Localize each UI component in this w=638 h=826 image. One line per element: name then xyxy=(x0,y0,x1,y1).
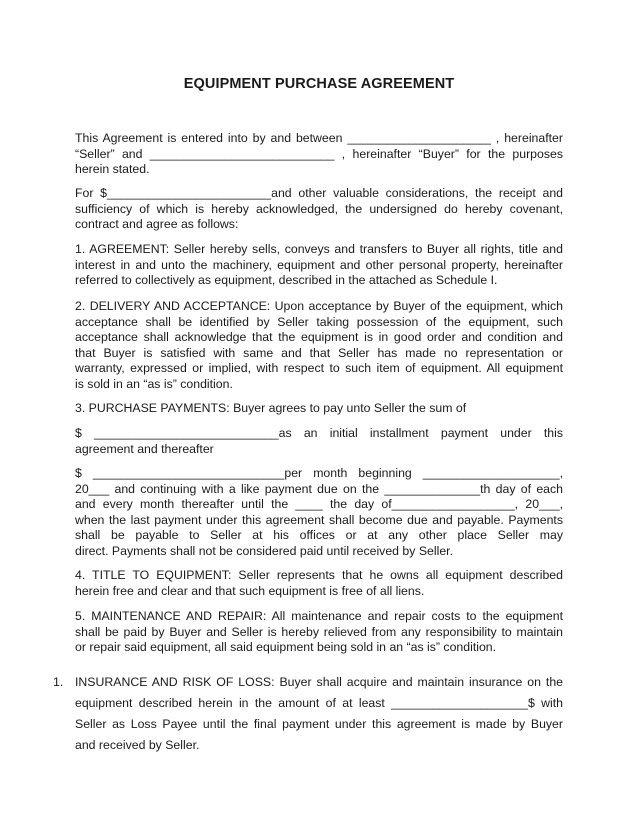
text-line: agreement and thereafter xyxy=(75,441,214,456)
text-line: sufficiency of which is hereby acknowledged, the undersigned do hereby covenant, xyxy=(75,201,563,216)
text-line: Seller as Loss Payee until the final payment under this agreement is made by Buyer xyxy=(75,717,563,731)
text-line: interest in and unto the machinery, equipment and other personal property, hereinafter xyxy=(75,257,563,272)
text-line: 20___ and continuing with a like payment due on the ______________th day of each xyxy=(75,481,563,496)
text-line: “Seller” and ___________________________ , hereinafter “Buyer” for the purposes xyxy=(75,146,563,161)
text-line: $ ___________________________as an initial installment payment under this xyxy=(75,426,563,440)
text-line: direct. Payments shall not be considered paid until received by Seller. xyxy=(75,543,453,558)
text-line: INSURANCE AND RISK OF LOSS: Buyer shall acquire and maintain insurance on the xyxy=(75,675,563,689)
text-line: or repair said equipment, all said equipment being sold in an “as is” condition. xyxy=(75,640,497,655)
text-line: that Buyer is satisfied with same and that Seller has made no representation or xyxy=(75,345,563,360)
intro-paragraph xyxy=(75,131,563,178)
monthly-payment-paragraph xyxy=(75,466,563,560)
section-maintenance-repair xyxy=(75,609,563,656)
text-line: shall be paid by Buyer and Seller is hereby relieved from any responsibility to maintain xyxy=(75,624,563,639)
text-line: acceptance shall acknowledge that the equipment is in good order and condition and xyxy=(75,330,563,345)
text-line: and every month thereafter until the ____ the day of__________________, 20___, xyxy=(75,497,563,512)
text-line: 4. TITLE TO EQUIPMENT: Seller represents that he owns all equipment described xyxy=(75,568,563,582)
text-line: 2. DELIVERY AND ACCEPTANCE: Upon acceptance by Buyer of the equipment, which xyxy=(75,299,563,313)
text-line: shall be payable to Seller at his offices or at any other place Seller may xyxy=(75,528,563,543)
text-line: 5. MAINTENANCE AND REPAIR: All maintenance and repair costs to the equipment xyxy=(75,609,563,623)
section-purchase-payments xyxy=(75,401,563,417)
text-line: acceptance shall be identified by Seller taking possession of the equipment, such xyxy=(75,314,563,329)
document-title: EQUIPMENT PURCHASE AGREEMENT xyxy=(183,76,455,92)
section-insurance-risk xyxy=(75,672,563,756)
text-line: is sold in an “as is” condition. xyxy=(75,376,233,391)
text-line: 1. AGREEMENT: Seller hereby sells, conveys and transfers to Buyer all rights, title and xyxy=(75,242,563,256)
text-line: 3. PURCHASE PAYMENTS: Buyer agrees to pay unto Seller the sum of xyxy=(75,401,467,415)
text-line: referred to collectively as equipment, described in the attached as Schedule I. xyxy=(75,273,498,288)
section-delivery-acceptance xyxy=(75,299,563,393)
section-agreement xyxy=(75,242,563,289)
text-line: when the last payment under this agreement shall become due and payable. Payments xyxy=(75,512,563,527)
list-number: 1. xyxy=(53,675,64,689)
consideration-paragraph xyxy=(75,186,563,233)
text-line: and received by Seller. xyxy=(75,738,200,752)
text-line: $ ____________________________per month beginning ____________________, xyxy=(75,466,563,480)
text-line: equipment described herein in the amount of at least ____________________$ with xyxy=(75,696,563,710)
text-line: warranty, expressed or implied, with respect to such item of equipment. All equipment xyxy=(75,361,563,376)
section-title-to-equipment xyxy=(75,568,563,599)
text-line: herein stated. xyxy=(75,162,150,177)
text-line: contract and agree as follows: xyxy=(75,217,239,232)
text-line: This Agreement is entered into by and between _____________________ , hereinafter xyxy=(75,131,563,145)
initial-installment-paragraph xyxy=(75,426,563,457)
text-line: herein free and clear and that such equipment is free of all liens. xyxy=(75,583,425,598)
text-line: For $________________________and other valuable considerations, the receipt and xyxy=(75,186,563,200)
